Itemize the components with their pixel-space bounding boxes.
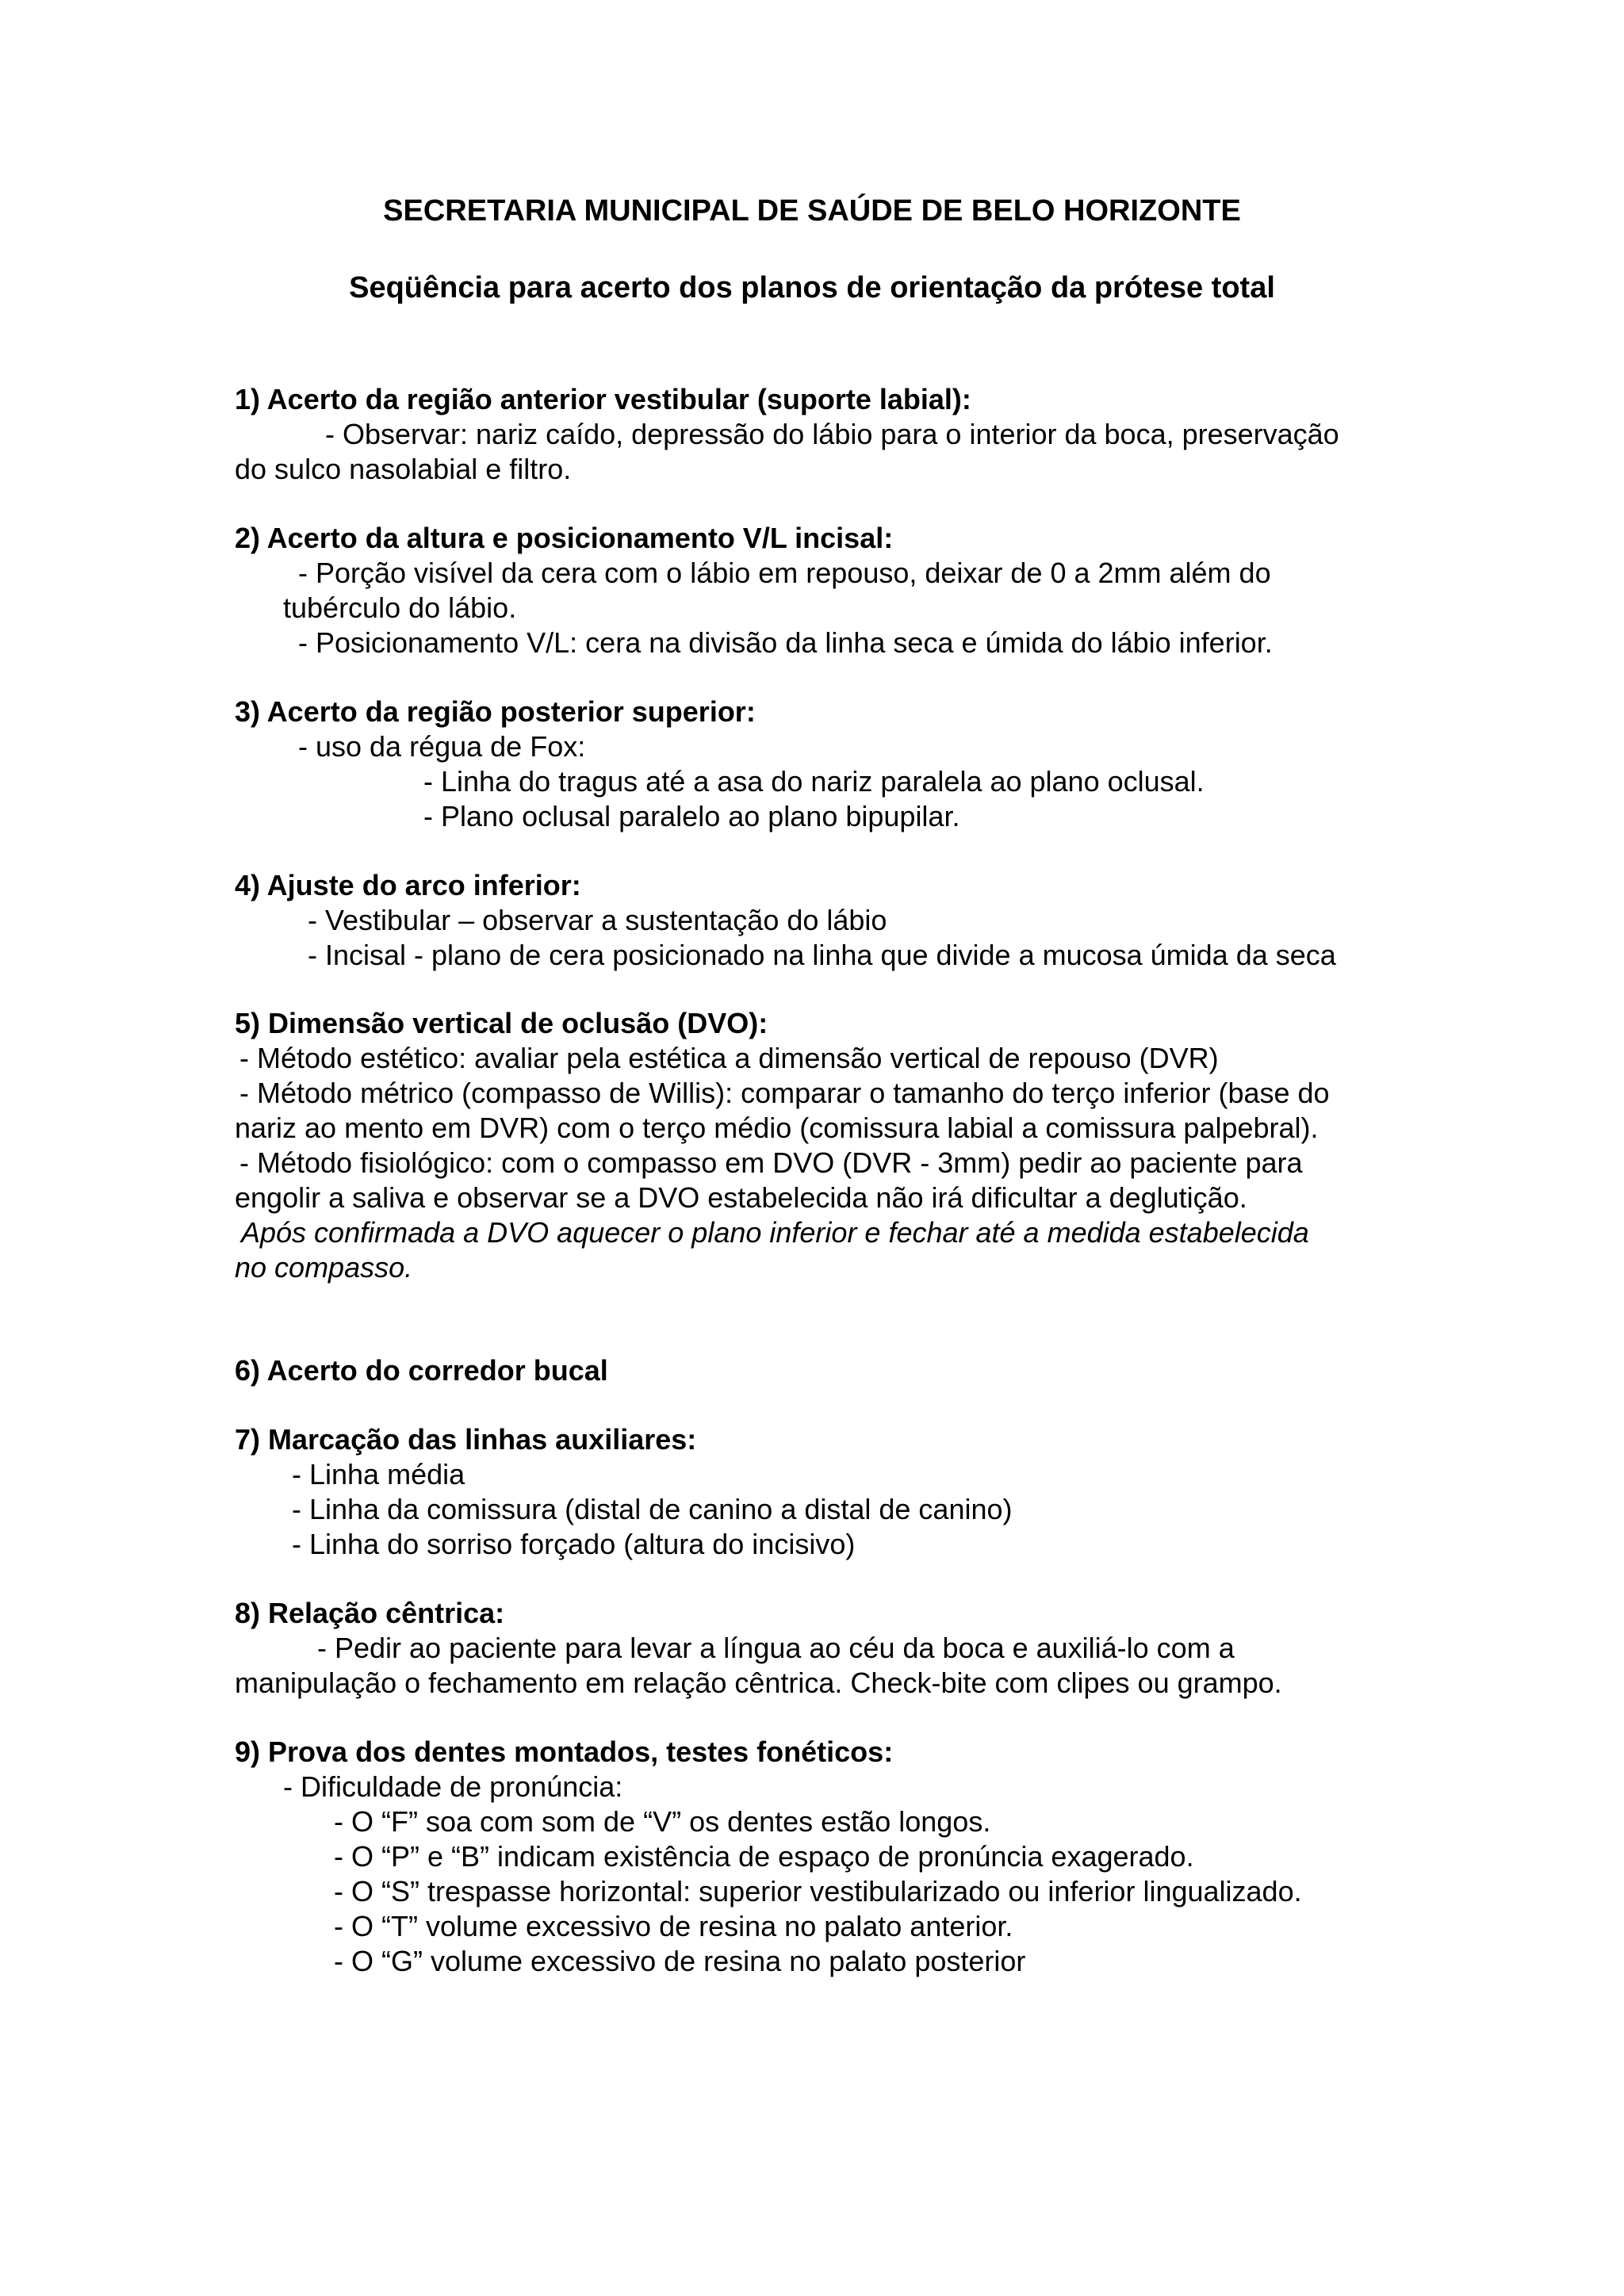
section-heading: 7) Marcação das linhas auxiliares: bbox=[235, 1423, 697, 1456]
section-heading: 9) Prova dos dentes montados, testes fonéticos: bbox=[235, 1735, 894, 1768]
section-heading: 5) Dimensão vertical de oclusão (DVO): bbox=[235, 1007, 768, 1039]
section-line: do sulco nasolabial e filtro. bbox=[235, 453, 572, 485]
document-subtitle: Seqüência para acerto dos planos de orientação da prótese total bbox=[349, 271, 1275, 304]
section-line: - Pedir ao paciente para levar a língua ao céu da boca e auxiliá-lo com a bbox=[317, 1632, 1235, 1664]
section-heading: 6) Acerto do corredor bucal bbox=[235, 1354, 608, 1387]
section-line: manipulação o fechamento em relação cêntrica. Check-bite com clipes ou grampo. bbox=[235, 1667, 1282, 1699]
section-heading: 2) Acerto da altura e posicionamento V/L incisal: bbox=[235, 522, 894, 554]
section-heading: 1) Acerto da região anterior vestibular (suporte labial): bbox=[235, 383, 971, 415]
section-heading: 4) Ajuste do arco inferior: bbox=[235, 869, 581, 901]
section-note: no compasso. bbox=[235, 1251, 413, 1284]
section-line: - Dificuldade de pronúncia: bbox=[283, 1770, 623, 1803]
document-title: SECRETARIA MUNICIPAL DE SAÚDE DE BELO HORIZONTE bbox=[383, 194, 1241, 228]
section-line: - Observar: nariz caído, depressão do lábio para o interior da boca, preservação bbox=[325, 418, 1339, 450]
section-line: - Linha do tragus até a asa do nariz paralela ao plano oclusal. bbox=[423, 765, 1205, 798]
section-line: - Linha da comissura (distal de canino a distal de canino) bbox=[292, 1493, 1013, 1525]
section-line: - Posicionamento V/L: cera na divisão da linha seca e úmida do lábio inferior. bbox=[298, 626, 1273, 659]
section-line: nariz ao mento em DVR) com o terço médio (comissura labial a comissura palpebral). bbox=[235, 1112, 1319, 1144]
section-heading: 3) Acerto da região posterior superior: bbox=[235, 695, 756, 728]
section-line: - O “G” volume excessivo de resina no palato posterior bbox=[334, 1945, 1026, 1977]
section-line: - Vestibular – observar a sustentação do lábio bbox=[308, 904, 887, 936]
section-line: - Porção visível da cera com o lábio em repouso, deixar de 0 a 2mm além do bbox=[298, 557, 1271, 589]
section-line: - O “S” trespasse horizontal: superior vestibularizado ou inferior lingualizado. bbox=[334, 1875, 1302, 1908]
section-line: tubérculo do lábio. bbox=[283, 591, 517, 624]
section-line: - Método métrico (compasso de Willis): comparar o tamanho do terço inferior (base do bbox=[239, 1077, 1330, 1109]
section-line: - O “F” soa com som de “V” os dentes estão longos. bbox=[334, 1805, 991, 1838]
section-line: - O “P” e “B” indicam existência de espaço de pronúncia exagerado. bbox=[334, 1840, 1194, 1873]
section-line: - Método fisiológico: com o compasso em DVO (DVR - 3mm) pedir ao paciente para bbox=[239, 1146, 1303, 1179]
section-note: Após confirmada a DVO aquecer o plano inferior e fechar até a medida estabelecida bbox=[241, 1216, 1309, 1249]
section-line: - Incisal - plano de cera posicionado na linha que divide a mucosa úmida da seca bbox=[308, 939, 1336, 971]
section-line: - Método estético: avaliar pela estética a dimensão vertical de repouso (DVR) bbox=[239, 1042, 1219, 1074]
section-line: - Plano oclusal paralelo ao plano bipupilar. bbox=[423, 800, 960, 832]
section-heading: 8) Relação cêntrica: bbox=[235, 1597, 505, 1629]
section-line: - Linha do sorriso forçado (altura do incisivo) bbox=[292, 1528, 856, 1560]
section-line: engolir a saliva e observar se a DVO estabelecida não irá dificultar a deglutição. bbox=[235, 1181, 1247, 1214]
section-line: - Linha média bbox=[292, 1458, 465, 1490]
section-line: - uso da régua de Fox: bbox=[298, 730, 586, 763]
section-line: - O “T” volume excessivo de resina no palato anterior. bbox=[334, 1910, 1013, 1942]
